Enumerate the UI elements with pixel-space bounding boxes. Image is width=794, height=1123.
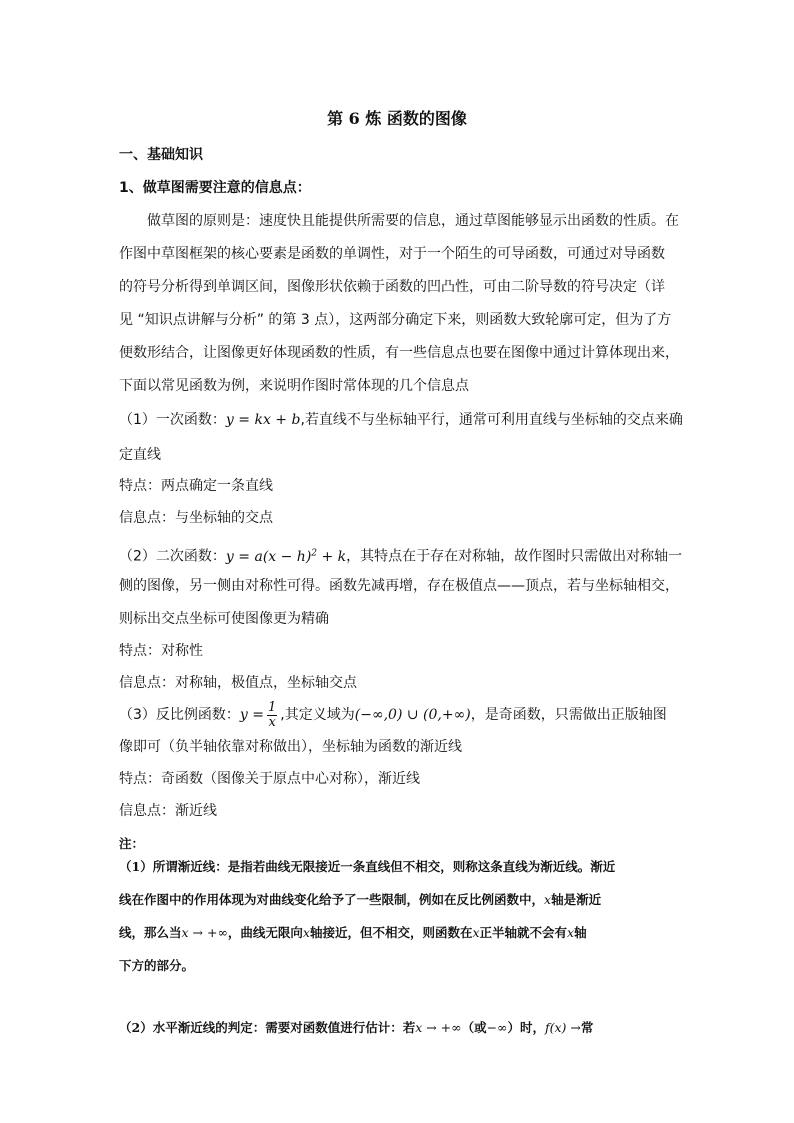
item-label: （3）反比例函数：	[119, 707, 240, 723]
item-text: ，其特点在于存在对称轴，故作图时只需做出对称轴一	[346, 548, 683, 565]
paragraph-line: 定直线	[119, 447, 161, 463]
paragraph-line: 的符号分析得到单调区间，图像形状依赖于函数的凹凸性，可由二阶导数的符号决定（详	[119, 279, 665, 295]
feature-line: 特点：两点确定一条直线	[119, 478, 273, 494]
info-line: 信息点：对称轴，极值点，坐标轴交点	[119, 675, 357, 691]
item-text: ,若直线不与坐标轴平行，通常可利用直线与坐标轴的交点来确	[300, 412, 683, 428]
paragraph-line: 则标出交点坐标可使图像更为精确	[119, 611, 329, 627]
item-label: （2）二次函数：	[119, 548, 226, 565]
page-title: 第 6 炼 函数的图像	[327, 109, 467, 128]
paragraph-line: 做草图的原则是：速度快且能提供所需要的信息，通过草图能够显示出函数的性质。在	[147, 213, 679, 229]
item-quadratic-function	[119, 543, 683, 567]
note-line: 下方的部分。	[119, 958, 195, 973]
fraction-one-over-x: $\frac{1}{x}$	[268, 699, 277, 730]
feature-line: 特点：对称性	[119, 643, 203, 659]
note-line: （2）水平渐近线的判定：需要对函数值进行估计：若x → +∞（或−∞）时，f(x) →常	[119, 1020, 594, 1035]
item-text: ,其定义域为	[280, 707, 355, 723]
paragraph-line: 下面以常见函数为例，来说明作图时常体现的几个信息点	[119, 378, 469, 394]
item-inverse-function: （3）反比例函数：y = $\frac{1}{x}$ ,其定义域为(−∞,0) ∪ (0,+∞)，是奇函数，只需做出正版轴图	[119, 699, 667, 730]
paragraph-line: 见 “知识点讲解与分析” 的第 3 点），这两部分确定下来，则函数大致轮廓可定，但为了方	[119, 312, 672, 328]
item-text: ，是奇函数，只需做出正版轴图	[470, 707, 667, 723]
note-line: 线在作图中的作用体现为对曲线变化给予了一些限制，例如在反比例函数中，x轴是渐近	[119, 892, 602, 907]
note-label: 注：	[119, 836, 145, 851]
linear-formula: y = kx + b	[225, 412, 301, 428]
info-line: 信息点：渐近线	[119, 803, 217, 819]
subsection-heading: 1、做草图需要注意的信息点：	[119, 180, 311, 196]
note-line: （1）所谓渐近线：是指若曲线无限接近一条直线但不相交，则称这条直线为渐近线。渐近	[119, 859, 616, 874]
paragraph-line: 像即可（负半轴依靠对称做出），坐标轴为函数的渐近线	[119, 739, 462, 755]
quadratic-formula: $y = a(x - h)^2 + k$	[225, 548, 347, 565]
paragraph-line: 侧的图像，另一侧由对称性可得。函数先减再增，存在极值点——顶点，若与坐标轴相交，	[119, 578, 679, 594]
section-heading: 一、基础知识	[119, 147, 203, 163]
item-linear-function	[119, 410, 683, 430]
paragraph-line: 作图中草图框架的核心要素是函数的单调性，对于一个陌生的可导函数，可通过对导函数	[119, 246, 665, 262]
domain-formula: (−∞,0) ∪ (0,+∞)	[354, 707, 471, 723]
item-label: （1）一次函数：	[119, 412, 226, 428]
info-line: 信息点：与坐标轴的交点	[119, 510, 273, 526]
feature-line: 特点：奇函数（图像关于原点中心对称），渐近线	[119, 771, 420, 787]
note-line: 线，那么当x → +∞，曲线无限向x轴接近，但不相交，则函数在x正半轴就不会有x轴	[119, 925, 587, 940]
paragraph-line: 便数形结合，让图像更好体现函数的性质，有一些信息点也要在图像中通过计算体现出来，	[119, 345, 679, 361]
